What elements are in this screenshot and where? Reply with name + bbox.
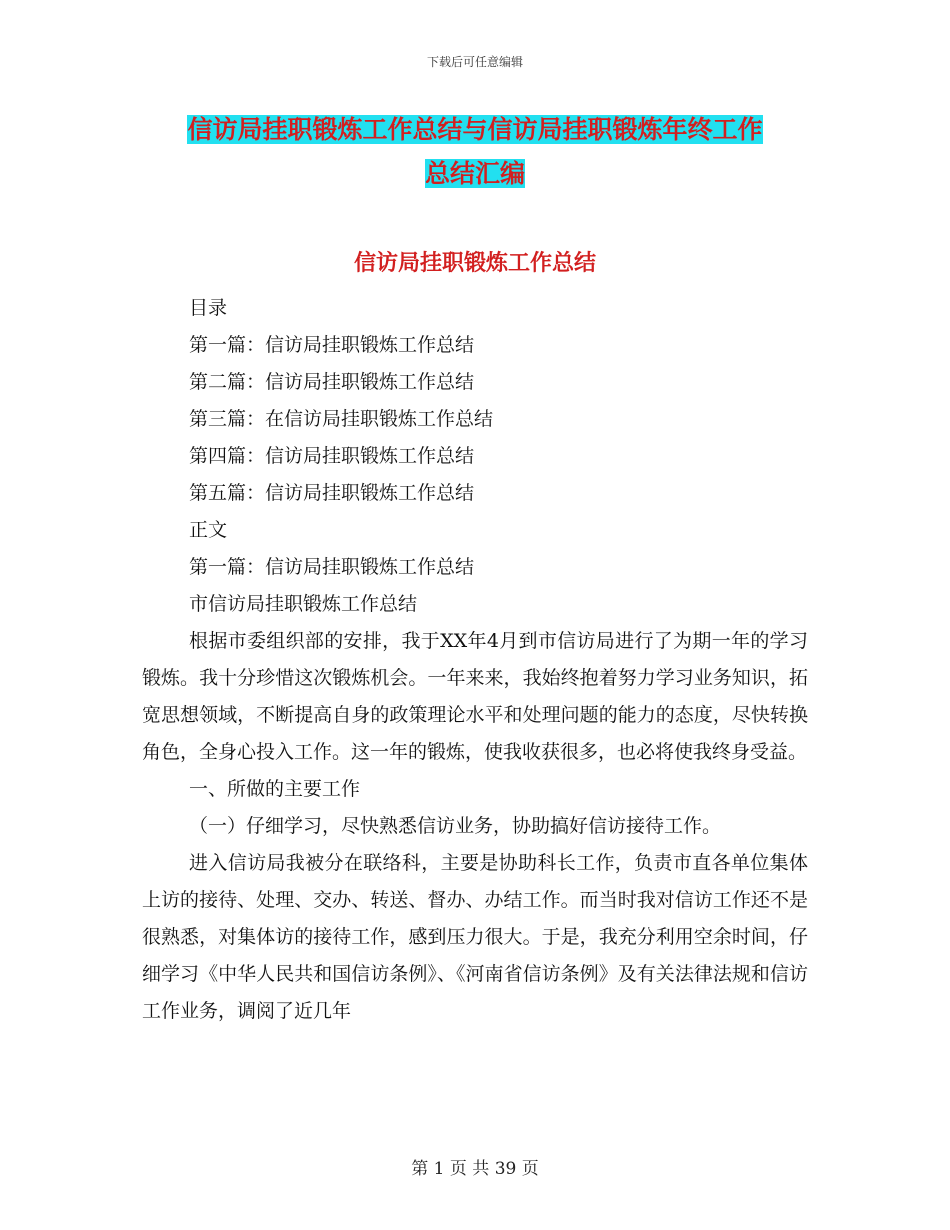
toc-item: 第四篇：信访局挂职锻炼工作总结	[189, 445, 475, 467]
page-header-note: 下载后可任意编辑	[426, 55, 523, 69]
toc-item: 第三篇：在信访局挂职锻炼工作总结	[189, 408, 494, 430]
doc-title: 市信访局挂职锻炼工作总结	[189, 593, 418, 615]
toc-item: 第二篇：信访局挂职锻炼工作总结	[189, 371, 475, 393]
section-title: 信访局挂职锻炼工作总结	[353, 251, 596, 276]
chapter-title: 第一篇：信访局挂职锻炼工作总结	[189, 556, 475, 578]
toc-heading: 目录	[189, 297, 228, 319]
main-text-heading: 正文	[189, 519, 228, 541]
section-heading: 一、所做的主要工作	[189, 778, 361, 800]
toc-item: 第一篇：信访局挂职锻炼工作总结	[189, 334, 475, 356]
title-line-2: 总结汇编	[424, 159, 525, 188]
document-main-title	[0, 108, 950, 196]
toc-item: 第五篇：信访局挂职锻炼工作总结	[189, 482, 475, 504]
title-line-1: 信访局挂职锻炼工作总结与信访局挂职锻炼年终工作	[187, 115, 763, 144]
subsection-heading: （一）仔细学习，尽快熟悉信访业务，协助搞好信访接待工作。	[189, 815, 722, 837]
paragraph: 根据市委组织部的安排，我于XX年4月到市信访局进行了为期一年的学习锻炼。我十分珍惜这次锻炼机会。一年来来，我始终抱着努力学习业务知识，拓宽思想领域，不断提高自身的政策理论水平和处理问题的能力的态度，尽快转换角色，全身心投入工作。这一年的锻炼，使我收获很多，也必将使我终身受益。	[142, 630, 808, 763]
paragraph: 进入信访局我被分在联络科，主要是协助科长工作，负责市直各单位集体上访的接待、处理、交办、转送、督办、办结工作。而当时我对信访工作还不是很熟悉，对集体访的接待工作，感到压力很大。于是，我充分利用空余时间，仔细学习《中华人民共和国信访条例》、《河南省信访条例》及有关法律法规和信访工作业务，调阅了近几年	[142, 852, 808, 1022]
document-body	[142, 290, 808, 1030]
page-number: 第 1 页 共 39 页	[411, 1159, 539, 1179]
